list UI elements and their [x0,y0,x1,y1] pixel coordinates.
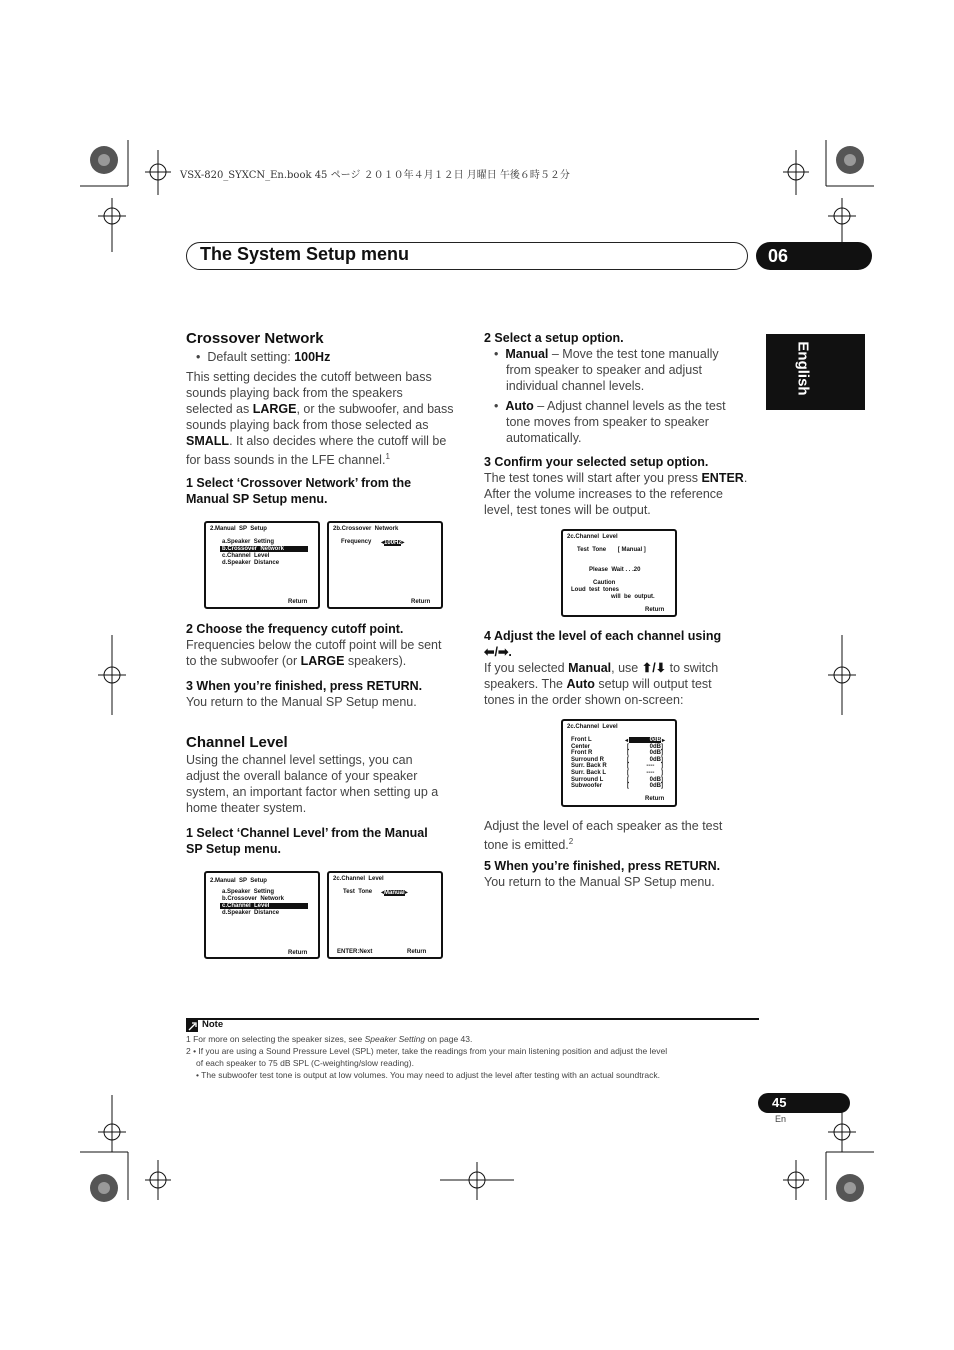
channel-value: 0dB] [649,756,663,763]
crossover-step3: 3 When you’re finished, press RETURN. [186,679,423,693]
test-tone-selector: ◂Manual▸ [381,890,408,896]
channel-value: ---- ] [646,763,663,770]
channel-name: Surround R [571,756,604,763]
right-step2: 2 Select a setup option. [484,331,624,345]
screen-return: Return [645,607,665,613]
screen-return: Return [288,599,308,605]
wait-line: Loud test tones [571,587,619,593]
channel-name: Subwoofer [571,783,602,790]
footnote-1: 1 For more on selecting the speaker sizes, see Speaker Setting on page 43. [186,1034,473,1044]
wait-line: will be output. [611,594,655,600]
bracket-glyph: [ [627,750,629,757]
page-number: 45 [758,1093,850,1113]
screen-enter: ENTER:Next [337,949,373,955]
channel-value: 0dB [629,737,661,743]
menu-item: d.Speaker Distance [222,560,280,566]
crossover-heading: Crossover Network [186,330,324,347]
right-arrow-icon: ▸ [662,738,666,744]
menu-item-selected: b.Crossover Network [220,546,308,552]
channel-name: Surround L [571,776,604,783]
screen-channel-levels [561,719,677,807]
wait-line: Caution [593,580,616,586]
right-step3: 3 Confirm your selected setup option. [484,455,709,469]
crossover-step2: 2 Choose the frequency cutoff point. [186,622,404,636]
wait-line: Test Tone [ Manual ] [577,547,646,553]
bracket-glyph: [ [627,770,629,776]
channel-value: 0dB] [649,783,663,790]
screen-title: 2.Manual SP Setup [210,878,267,884]
menu-item: a.Speaker Setting [222,889,275,895]
default-setting: • Default setting: 100Hz [196,350,331,364]
screen-manual-sp-setup [204,521,320,609]
screen-title: 2b.Crossover Network [333,526,399,532]
page-lang: En [775,1114,787,1124]
crossover-step2-body: Frequencies below the cutoff point will be sent to the subwoofer (or LARGE speakers). [186,638,442,668]
option-auto: • Auto – Adjust channel levels as the test tone moves from speaker to speaker automatically. [494,399,726,445]
screen-manual-sp-setup-2 [204,871,320,959]
channel-name: Surr. Back L [571,770,607,776]
language-tab [766,334,865,410]
menu-item: d.Speaker Distance [222,910,280,916]
menu-item: a.Speaker Setting [222,539,275,545]
channel-name: Front R [571,750,593,757]
right-step5: 5 When you’re finished, press RETURN. [484,859,721,873]
note-icon [186,1020,198,1032]
crossover-step1: 1 Select ‘Crossover Network’ from the Manual SP Setup menu. [186,476,412,506]
screen-crossover-network [327,521,443,609]
page-title: The System Setup menu [200,244,410,264]
option-manual: • Manual – Move the test tone manually from speaker to speaker and adjust individual channel levels. [494,347,719,393]
screen-title: 2c.Channel Level [567,534,618,540]
crossover-step3-body: You return to the Manual SP Setup menu. [186,695,417,709]
screen-return: Return [411,599,431,605]
channel-value: ---- ] [646,770,663,776]
screen-title: 2c.Channel Level [567,724,618,730]
print-header: VSX-820_SYXCN_En.book 45 ページ ２０１０年４月１２日 月曜日 午後６時５２分 [180,170,570,181]
right-step5-body: You return to the Manual SP Setup menu. [484,875,715,889]
channel-level-paragraph: Using the channel level settings, you can adjust the overall balance of your speaker system, an important factor when setting up a home theater system. [186,753,439,815]
note-label: Note [202,1019,224,1030]
channel-name: Surr. Back R [571,763,607,770]
screen-test-tone [327,871,443,959]
footnote-2a: 2 • If you are using a Sound Pressure Level (SPL) meter, take the readings from your main listening position and adjust the level [186,1046,668,1056]
right-step3-body: The test tones will start after you press ENTER. After the volume increases to the reference level, test tones will be output. [484,471,748,517]
menu-item: b.Crossover Network [222,896,285,902]
crossover-paragraph: This setting decides the cutoff between bass sounds playing back from the speakers selected as LARGE, or the subwoofer, and bass sounds playing back from those selected as SMALL. It also decides where the cutoff will be for bass sounds in the LFE channel.$^1$ [186,370,454,468]
footnote-2c: • The subwoofer test tone is output at low volumes. You may need to adjust the level after testing with an actual soundtrack. [196,1070,660,1080]
test-tone-label: Test Tone [343,889,373,895]
footnote-2b: of each speaker to 75 dB SPL (C-weighting/slow reading). [196,1058,414,1068]
language-tab-label: English [794,341,812,396]
right-step4: 4 Adjust the level of each channel using ⬅/➡. [484,629,722,659]
bracket-glyph: [ [627,763,629,770]
left-arrow-icon: ◂ [625,738,629,744]
screen-please-wait [561,529,677,617]
bracket-glyph: [ [627,776,629,783]
bracket-glyph: [ [627,783,629,790]
wait-line: Please Wait . . .20 [589,567,641,573]
adjust-paragraph: Adjust the level of each speaker as the test tone is emitted.$^2$ [484,819,723,853]
screen-return: Return [645,796,665,802]
note-divider [186,1018,759,1020]
frequency-selector: ◂100Hz▸ [381,540,405,546]
bracket-glyph: [ [627,756,629,763]
channel-name: Front L [571,737,592,743]
channel-value: 0dB] [649,776,663,783]
menu-item: c.Channel Level [222,553,270,559]
chapter-badge: 06 [756,242,872,270]
screen-title: 2.Manual SP Setup [210,526,267,532]
frequency-label: Frequency [341,539,372,545]
channel-level-heading: Channel Level [186,734,288,751]
channel-level-step1: 1 Select ‘Channel Level’ from the Manual SP Setup menu. [186,826,428,856]
bracket-glyph: [ [627,743,629,750]
right-step4-body: If you selected Manual, use ⬆/⬇ to switch speakers. The Auto setup will output test tones in the order shown on-screen: [484,661,719,707]
screen-return: Return [288,950,308,956]
channel-value: 0dB] [649,743,663,750]
screen-title: 2c.Channel Level [333,876,384,882]
screen-return: Return [407,949,427,955]
menu-item-selected: c.Channel Level [220,903,308,909]
channel-name: Center [571,743,591,750]
channel-value: 0dB] [649,750,663,757]
